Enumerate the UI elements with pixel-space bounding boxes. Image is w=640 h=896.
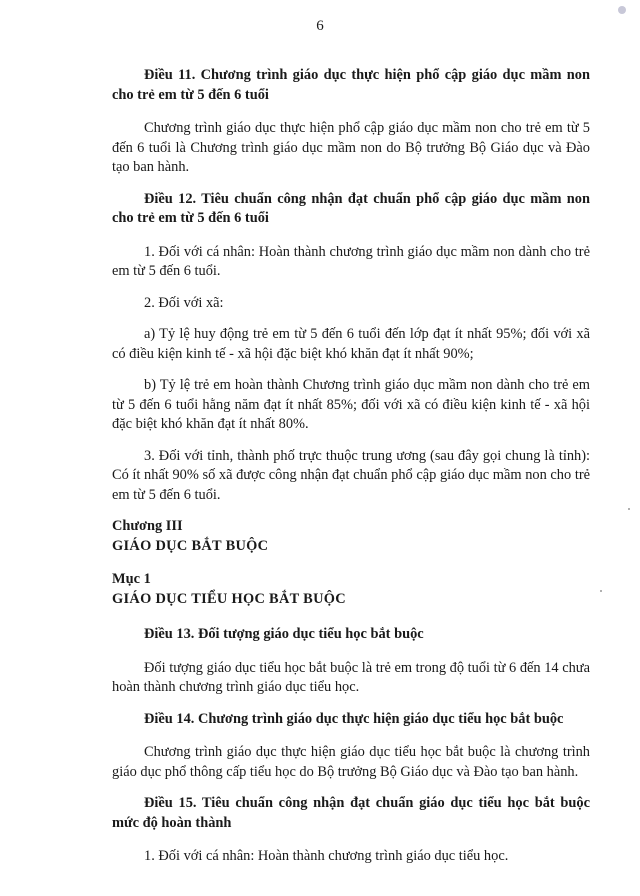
article-14-heading: Điều 14. Chương trình giáo dục thực hiện giáo dục tiểu học bắt buộc (144, 710, 564, 727)
page-number: 6 (316, 18, 324, 34)
article-11-heading: Điều 11. Chương trình giáo dục thực hiện phổ cập giáo dục mầm non cho trẻ em từ 5 đến 6 tuổi (112, 67, 590, 103)
scan-speck (628, 508, 630, 510)
article-13-paragraph: Đối tượng giáo dục tiểu học bắt buộc là trẻ em trong độ tuổi từ 6 đến 14 chưa hoàn thành chương trình giáo dục tiểu học. (112, 659, 590, 695)
article-12-clause-2b: b) Tỷ lệ trẻ em hoàn thành Chương trình giáo dục mầm non dành cho trẻ em từ 5 đến 6 tuổi hằng năm đạt ít nhất 85%; đối với xã có điều kiện kinh tế - xã hội đặc biệt khó khăn đạt ít nhất 80%. (112, 377, 590, 432)
section-title: GIÁO DỤC TIỂU HỌC BẮT BUỘC (112, 590, 346, 607)
article-12-heading: Điều 12. Tiêu chuẩn công nhận đạt chuẩn phổ cập giáo dục mầm non cho trẻ em từ 5 đến 6 tuổi (112, 190, 590, 226)
article-15-heading: Điều 15. Tiêu chuẩn công nhận đạt chuẩn giáo dục tiểu học bắt buộc mức độ hoàn thành (112, 795, 590, 831)
scan-speck (600, 590, 602, 592)
article-12-clause-1: 1. Đối với cá nhân: Hoàn thành chương trình giáo dục mầm non dành cho trẻ em từ 5 đến 6 tuổi. (112, 243, 590, 279)
document-body (112, 66, 590, 879)
article-12-clause-3: 3. Đối với tỉnh, thành phố trực thuộc trung ương (sau đây gọi chung là tỉnh): Có ít nhất 90% số xã được công nhận đạt chuẩn phổ cập giáo dục mầm non cho trẻ em từ 5 đến 6 tuổi. (112, 447, 590, 503)
article-12-clause-2a: a) Tỷ lệ huy động trẻ em từ 5 đến 6 tuổi đến lớp đạt ít nhất 95%; đối với xã có điều kiện kinh tế - xã hội đặc biệt khó khăn đạt ít nhất 90%; (112, 326, 590, 362)
section-number: Mục 1 (112, 571, 151, 587)
article-13-heading: Điều 13. Đối tượng giáo dục tiểu học bắt buộc (144, 626, 424, 642)
article-12-clause-2: 2. Đối với xã: (144, 294, 224, 311)
article-14-paragraph: Chương trình giáo dục thực hiện giáo dục tiểu học bắt buộc là chương trình giáo dục phổ thông cấp tiểu học do Bộ trưởng Bộ Giáo dục và Đào tạo ban hành. (112, 744, 590, 780)
chapter-title: GIÁO DỤC BẮT BUỘC (112, 537, 269, 554)
article-11-paragraph: Chương trình giáo dục thực hiện phổ cập giáo dục mầm non cho trẻ em từ 5 đến 6 tuổi là Chương trình giáo dục mầm non do Bộ trưởng Bộ Giáo dục và Đào tạo ban hành. (112, 120, 590, 175)
chapter-number: Chương III (112, 518, 183, 534)
scan-mark (618, 6, 626, 14)
article-15-clause-1: 1. Đối với cá nhân: Hoàn thành chương trình giáo dục tiểu học. (144, 848, 509, 864)
